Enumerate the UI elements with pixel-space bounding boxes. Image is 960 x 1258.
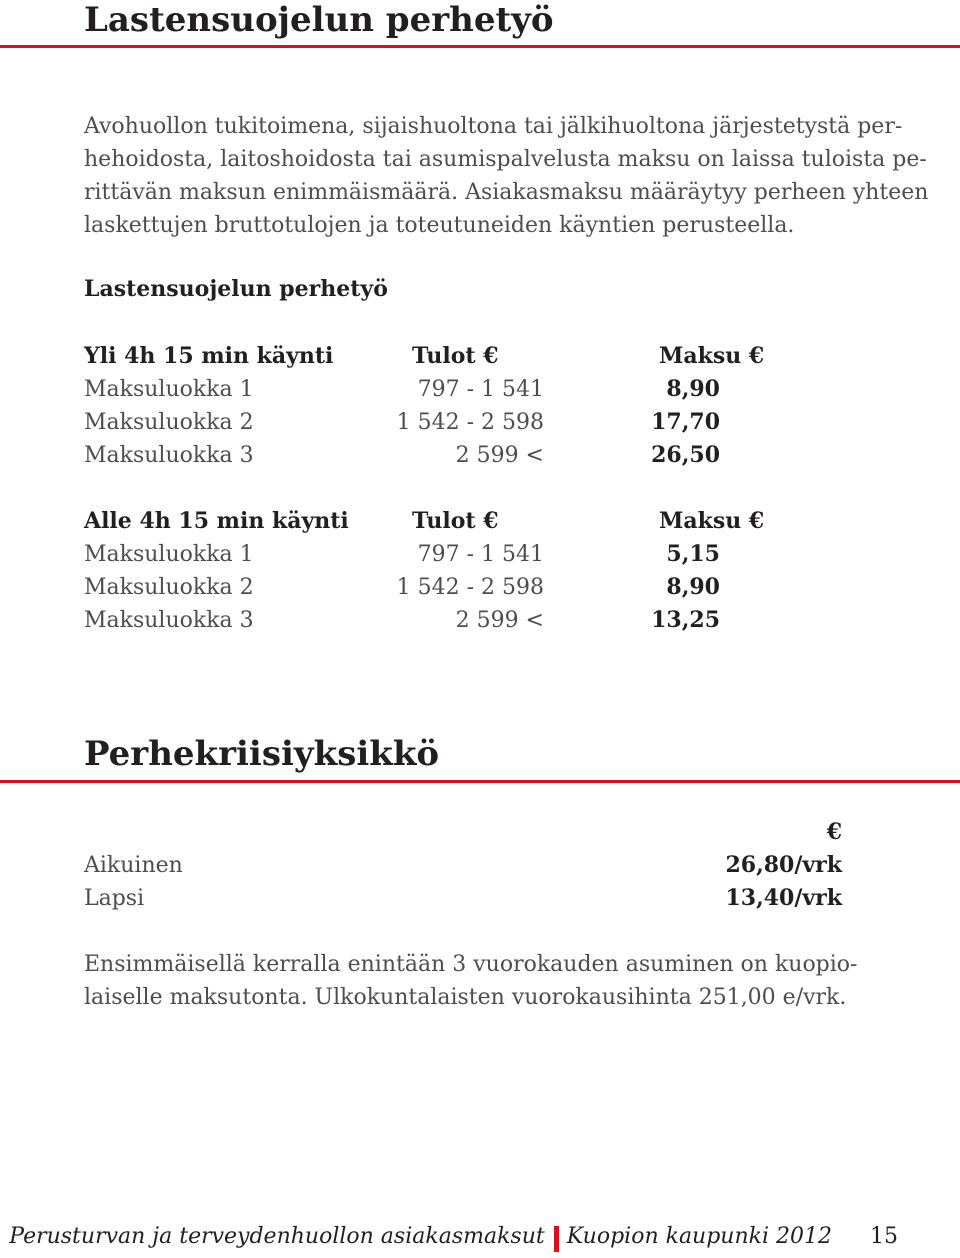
section-title: Perhekriisiyksikkö bbox=[84, 734, 440, 774]
footer-publication: Perusturvan ja terveydenhuollon asiakasmaksut bbox=[9, 1224, 545, 1249]
col-header-visit: Yli 4h 15 min käynti bbox=[84, 343, 334, 369]
income-range: 1 542 - 2 598 bbox=[396, 410, 544, 435]
table-row bbox=[0, 571, 960, 604]
title-rule bbox=[0, 45, 960, 48]
fee-class: Maksuluokka 3 bbox=[84, 443, 254, 468]
fee-class: Maksuluokka 2 bbox=[84, 410, 254, 435]
col-header-visit: Alle 4h 15 min käynti bbox=[84, 508, 349, 534]
fee-amount: 8,90 bbox=[666, 376, 720, 402]
table-row bbox=[0, 373, 960, 406]
col-header-income: Tulot € bbox=[412, 508, 499, 534]
note-line: laiselle maksutonta. Ulkokuntalaisten vuorokausihinta 251,00 e/vrk. bbox=[84, 985, 847, 1010]
table-row bbox=[0, 439, 960, 472]
price-value: 26,80/vrk bbox=[725, 852, 842, 878]
currency-symbol: € bbox=[826, 819, 842, 845]
fee-class: Maksuluokka 1 bbox=[84, 542, 254, 567]
income-range: 1 542 - 2 598 bbox=[396, 575, 544, 600]
currency-header-row bbox=[0, 816, 960, 849]
table-header-row bbox=[0, 505, 960, 538]
col-header-income: Tulot € bbox=[412, 343, 499, 369]
footer-text bbox=[9, 1224, 832, 1249]
footer-city: Kuopion kaupunki 2012 bbox=[566, 1224, 832, 1249]
col-header-fee: Maksu € bbox=[659, 343, 765, 369]
page-footer bbox=[0, 1222, 960, 1258]
fee-amount: 13,25 bbox=[651, 607, 720, 633]
fee-amount: 5,15 bbox=[666, 541, 720, 567]
crisis-note bbox=[84, 948, 874, 1014]
price-label: Aikuinen bbox=[84, 853, 183, 878]
fee-class: Maksuluokka 2 bbox=[84, 575, 254, 600]
note-line: Ensimmäisellä kerralla enintään 3 vuorokauden asuminen on kuopio- bbox=[84, 952, 858, 977]
list-item bbox=[0, 849, 960, 882]
fee-amount: 8,90 bbox=[666, 574, 720, 600]
income-range: 2 599 < bbox=[455, 608, 544, 633]
intro-paragraph bbox=[84, 110, 929, 242]
section-subheading: Lastensuojelun perhetyö bbox=[84, 276, 388, 302]
fee-class: Maksuluokka 1 bbox=[84, 377, 254, 402]
table-row bbox=[0, 538, 960, 571]
section-rule bbox=[0, 780, 960, 783]
income-range: 2 599 < bbox=[455, 443, 544, 468]
fee-class: Maksuluokka 3 bbox=[84, 608, 254, 633]
intro-line: Avohuollon tukitoimena, sijaishuoltona tai jälkihuoltona järjestetystä per- bbox=[84, 114, 903, 139]
table-row bbox=[0, 406, 960, 439]
income-range: 797 - 1 541 bbox=[417, 542, 544, 567]
income-range: 797 - 1 541 bbox=[417, 377, 544, 402]
intro-line: rittävän maksun enimmäismäärä. Asiakasmaksu määräytyy perheen yhteen bbox=[84, 180, 929, 205]
col-header-fee: Maksu € bbox=[659, 508, 765, 534]
table-header-row bbox=[0, 340, 960, 373]
intro-line: hehoidosta, laitoshoidosta tai asumispalvelusta maksu on laissa tuloista pe- bbox=[84, 147, 927, 172]
table-row bbox=[0, 604, 960, 637]
footer-divider bbox=[554, 1226, 559, 1252]
fee-amount: 26,50 bbox=[651, 442, 720, 468]
fee-amount: 17,70 bbox=[651, 409, 720, 435]
page-title: Lastensuojelun perhetyö bbox=[84, 0, 554, 40]
page-number: 15 bbox=[870, 1224, 898, 1249]
intro-line: laskettujen bruttotulojen ja toteutuneiden käyntien perusteella. bbox=[84, 213, 795, 238]
price-value: 13,40/vrk bbox=[725, 885, 842, 911]
list-item bbox=[0, 882, 960, 915]
price-label: Lapsi bbox=[84, 886, 145, 911]
